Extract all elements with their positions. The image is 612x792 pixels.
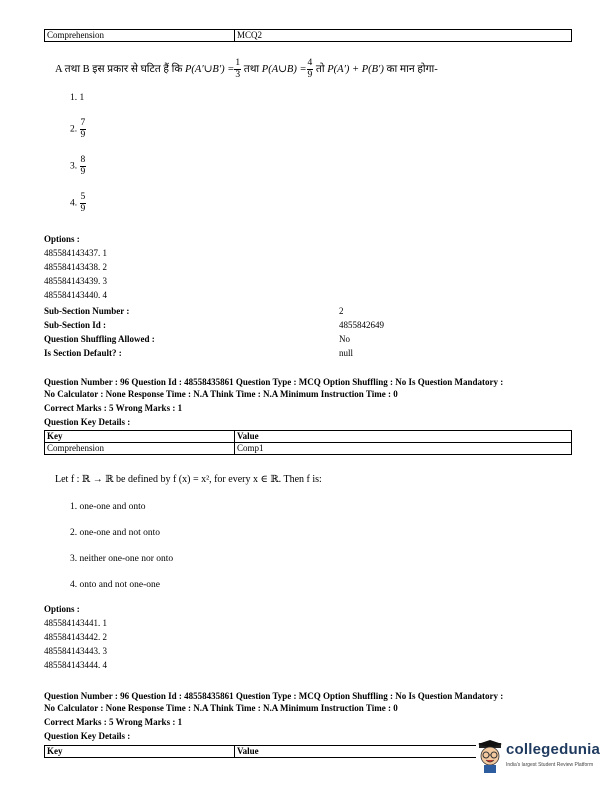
q1-option-id-1: 485584143437. 1	[44, 248, 107, 258]
q1-option-2: 2. $\frac{7}{9}$	[70, 118, 86, 140]
q96a-key-table-row	[44, 442, 572, 455]
q1-option-3-frac: $\frac{8}{9}$	[80, 155, 86, 177]
q1-prefix: A तथा B इस प्रकार से घटित हैं कि	[55, 63, 186, 75]
q96a-option-4: 4. onto and not one-one	[70, 580, 160, 590]
q96a-value-cell: Comp1	[235, 443, 572, 455]
q96a-option-id-1: 485584143441. 1	[44, 618, 107, 628]
section-default-label: Is Section Default? :	[44, 348, 122, 358]
collegedunia-logo	[476, 738, 606, 784]
q96a-options-label: Options :	[44, 604, 80, 614]
q1-option-3: 3. $\frac{8}{9}$	[70, 155, 86, 177]
sub-section-number-value: 2	[339, 306, 344, 316]
mascot-icon	[476, 740, 504, 774]
q96b-marks: Correct Marks : 5 Wrong Marks : 1	[44, 717, 183, 727]
q1-option-4-frac: $\frac{5}{9}$	[80, 192, 86, 214]
section-default-value: null	[339, 348, 354, 358]
top-key-table	[44, 29, 572, 42]
q1-expr3: P(A′) + P(B′)	[327, 63, 384, 75]
q96b-meta-line-1: Question Number : 96 Question Id : 48558435861 Question Type : MCQ Option Shuffling : No Is Question Mandatory :	[44, 691, 504, 701]
q1-mid: तथा	[241, 63, 262, 75]
q96a-meta-line-2: No Calculator : None Response Time : N.A Think Time : N.A Minimum Instruction Time : 0	[44, 389, 398, 399]
top-table-value: MCQ2	[235, 30, 572, 42]
q96b-meta-line-2: No Calculator : None Response Time : N.A Think Time : N.A Minimum Instruction Time : 0	[44, 703, 398, 713]
q1-option-id-3: 485584143439. 3	[44, 276, 107, 286]
q96a-meta-line-1: Question Number : 96 Question Id : 48558435861 Question Type : MCQ Option Shuffling : No Is Question Mandatory :	[44, 377, 504, 387]
question-1-text	[55, 58, 438, 81]
q96a-option-2: 2. one-one and not onto	[70, 528, 160, 538]
q96b-value-header: Value	[235, 746, 572, 758]
q96b-key-details: Question Key Details :	[44, 731, 131, 741]
q1-expr2: P(A∪B) =	[261, 63, 307, 75]
q96a-option-1: 1. one-one and onto	[70, 502, 146, 512]
q96a-option-id-3: 485584143443. 3	[44, 646, 107, 656]
q96a-key-cell: Comprehension	[45, 443, 235, 455]
q1-option-id-2: 485584143438. 2	[44, 262, 107, 272]
q1-option-2-frac: $\frac{7}{9}$	[80, 118, 86, 140]
q96a-marks: Correct Marks : 5 Wrong Marks : 1	[44, 403, 183, 413]
logo-wordmark: collegedunia	[506, 741, 601, 758]
q96a-key-details: Question Key Details :	[44, 417, 131, 427]
sub-section-number-label: Sub-Section Number :	[44, 306, 130, 316]
sub-section-id-label: Sub-Section Id :	[44, 320, 107, 330]
q96a-option-id-2: 485584143442. 2	[44, 632, 107, 642]
q96a-value-header: Value	[235, 431, 572, 443]
q1-option-4: 4. $\frac{5}{9}$	[70, 192, 86, 214]
q1-frac2: $\frac{4}{9}$	[307, 58, 313, 80]
q1-option-1: 1. 1	[70, 93, 85, 103]
q96a-question-text: Let f : ℝ → ℝ be defined by f (x) = x², for every x ∈ ℝ. Then f is:	[55, 474, 322, 485]
q1-option-id-4: 485584143440. 4	[44, 290, 107, 300]
top-table-key: Comprehension	[45, 30, 235, 42]
q96b-key-header: Key	[45, 746, 235, 758]
q1-expr1: P(A′∪B′) =	[185, 63, 235, 75]
q1-frac1: $\frac{1}{3}$	[235, 58, 241, 80]
q1-suffix: का मान होगा-	[383, 63, 438, 75]
q1-mid2: तो	[313, 63, 328, 75]
q96a-key-header: Key	[45, 431, 235, 443]
logo-tagline: India's largest Student Review Platform	[506, 762, 594, 768]
sub-section-id-value: 4855842649	[339, 320, 384, 330]
q96a-option-3: 3. neither one-one nor onto	[70, 554, 174, 564]
question-shuffling-value: No	[339, 334, 350, 344]
question-shuffling-label: Question Shuffling Allowed :	[44, 334, 155, 344]
q96a-option-id-4: 485584143444. 4	[44, 660, 107, 670]
q1-options-label: Options :	[44, 234, 80, 244]
